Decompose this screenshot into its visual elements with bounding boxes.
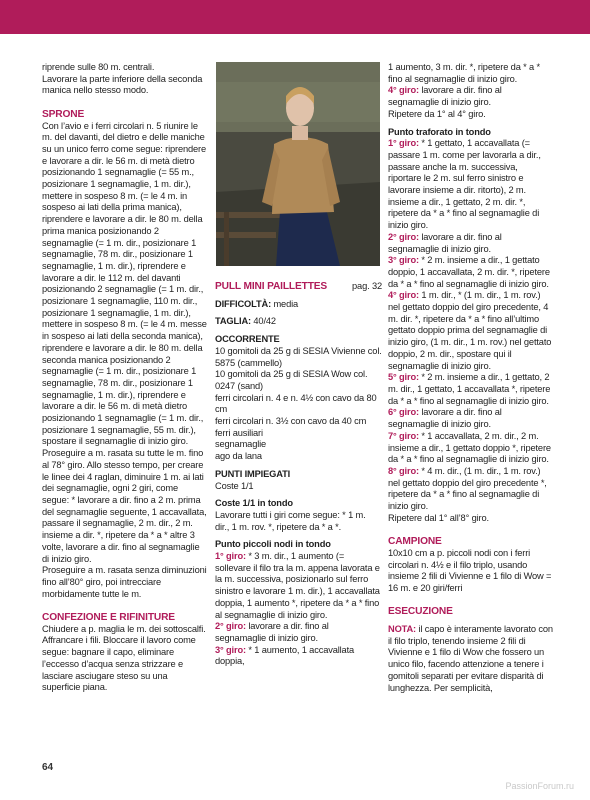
- column-3: [388, 62, 553, 694]
- model-photo: [216, 62, 380, 266]
- materials-heading: OCCORRENTE: [215, 334, 280, 345]
- knots-heading: Punto piccoli nodi in tondo: [215, 539, 331, 550]
- top-color-bar: [0, 0, 590, 34]
- round-2: 2° giro: lavorare a dir. fino al segnamaglie di inizio giro.: [388, 231, 502, 254]
- size: [215, 316, 382, 328]
- section-heading-campione: CAMPIONE: [388, 536, 442, 548]
- round-1: 1° giro: * 3 m. dir., 1 aumento (= sollevare il filo tra la m. appena lavorata e la m. successiva, posizionarlo sul ferro sinistro e lavorare 1 m. dir.), 1 accavallata doppia, 1 aumento *, ripetere da * a * fino al segnamaglie di inizio giro.: [215, 551, 380, 620]
- difficulty-label: DIFFICOLTÀ:: [215, 298, 272, 309]
- column-2: [215, 62, 382, 668]
- materials-list: 10 gomitoli da 25 g di SESIA Vivienne col. 5875 (cammello) 10 gomitoli da 25 g di SESIA Wow col. 0247 (sand) ferri circolari n. 4 e n. 4½ con cavo da 80 cm ferri circolari n. 3½ con cavo da 40 cm ferri ausiliari segnamaglie ago da lana: [215, 345, 382, 462]
- paragraph: Proseguire a m. rasata senza diminuzioni fino all’80° giro, poi intrecciare morbidamente tutte le m.: [42, 565, 207, 599]
- size-label: TAGLIA:: [215, 316, 251, 327]
- size-value: 40/42: [250, 316, 276, 327]
- section-heading-esecuzione: ESECUZIONE: [388, 606, 453, 618]
- section-heading-confezione: CONFEZIONE E RIFINITURE: [42, 612, 175, 624]
- paragraph: Chiudere a p. maglia le m. dei sottoscalfi. Affrancare i fili. Bloccare il lavoro come segue: bagnare il capo, eliminare l’eccesso d’acqua senza strizzare e lasciare asciugare steso su una superficie piana.: [42, 623, 206, 693]
- round-5: 5° giro: * 2 m. insieme a dir., 1 gettato, 2 m. dir., 1 gettato, 1 accavallata *, ripetere da * a * fino al segnamaglie di inizio giro.: [388, 372, 551, 406]
- paragraph: 1 aumento, 3 m. dir. *, ripetere da * a * fino al segnamaglie di inizio giro.: [388, 62, 540, 84]
- difficulty: [215, 299, 382, 311]
- round-4: 4° giro: lavorare a dir. fino al segnamaglie di inizio giro.: [388, 85, 502, 108]
- round-8: 8° giro: * 4 m. dir., (1 m. dir., 1 m. rov.) nel gettato doppio del giro precedente *, ripetere da * a * fino al segnamaglie di inizio giro.: [388, 465, 547, 512]
- watermark: PassionForum.ru: [505, 781, 574, 791]
- paragraph: Ripetere da 1° al 4° giro.: [388, 108, 486, 119]
- paragraph: Con l’avio e i ferri circolari n. 5 riunire le m. del davanti, del dietro e delle maniche su un unico ferro come segue: riprendere e lavorare a dir. le 56 m. di metà dietro posizionando 1 segnamaglie (= 55 m., posizionare 1 segnamaglie, 1 m. dir.), mettere in sospeso 8 m. (= le 4 m. in sospeso ai lati della prima manica), riprendere e lavorare a dir. le 80 m. della prima manica posizionando 2 segnamaglie (= 1 m. dir., posizionare 1 segnamaglie, 78 m. dir., posizionare 1 segnamaglie, 1 m. dir.), riprendere e lavorare a dir. le 112 m. del davanti posizionando 2 segnamaglie (= 1 m. dir., posizionare 1 segnamaglie, 110 m. dir., posizionare 1 segnamaglie, 1 m. dir.), mettere in sospeso 8 m. (= le 4 m. messe in sospeso ai lati della seconda manica), riprendere e lavorare a dir. le 80 m. della seconda manica posizionando 2 segnamaglie (= 1 m. dir., posizionare 1 segnamaglie, 78 m. dir., posizionare 1 segnamaglie, 1 m. dir.), riprendere e lavorare a dir. le 56 m. di metà dietro posizionando 1 segnamaglie (= 1 m. dir., posizionare 1 segnamaglie, 55 m. dir.), spostare il segnamaglie di inizio giro.: [42, 120, 207, 447]
- page-reference: pag. 32: [352, 281, 382, 291]
- rib-heading: Coste 1/1 in tondo: [215, 498, 293, 509]
- column-1: [42, 62, 207, 694]
- difficulty-value: media: [271, 298, 299, 309]
- round-4: 4° giro: 1 m. dir., * (1 m. dir., 1 m. rov.) nel gettato doppio del giro precedente, 4 m. dir. *, ripetere da * a * fino all’ultimo gettato doppio prima del segnamaglie di inizio giro, (1 m. dir., 1 m. rov.) nel gettato doppio, 2 m. dir., spostare qui il segnamaglie di inizio giro.: [388, 290, 552, 371]
- round-6: 6° giro: lavorare a dir. fino al segnamaglie di inizio giro.: [388, 407, 502, 430]
- stitches-text: Coste 1/1: [215, 480, 254, 491]
- round-3: 3° giro: * 2 m. insieme a dir., 1 gettato doppio, 1 accavallata, 2 m. dir. *, ripetere da * a * fino al segnamaglie di inizio giro.: [388, 255, 550, 289]
- openwork-heading: Punto traforato in tondo: [388, 126, 491, 137]
- gauge-text: 10x10 cm a p. piccoli nodi con i ferri circolari n. 4½ e il filo triplo, usando insieme 2 fili di Vivienne e 1 filo di Wow = 16 m. e 20 giri/ferri: [388, 547, 552, 593]
- paragraph: Ripetere dal 1° all’8° giro.: [388, 512, 489, 523]
- round-2: 2° giro: lavorare a dir. fino al segnamaglie di inizio giro.: [215, 621, 329, 643]
- rib-text: Lavorare tutti i giri come segue: * 1 m. dir., 1 m. rov. *, ripetere da * a *.: [215, 509, 366, 532]
- paragraph: Lavorare la parte inferiore della seconda manica nello stesso modo.: [42, 73, 203, 96]
- paragraph: riprende sulle 80 m. centrali.: [42, 62, 155, 72]
- note: NOTA: il capo è interamente lavorato con il filo triplo, tenendo insieme 2 fili di Vivienne e 1 filo di Wow che fossero un unico filo, facendo attenzione a tenere i gomitoli separati per evitare disparità di lunghezza. Per semplicità,: [388, 624, 553, 693]
- pattern-title-line: [215, 281, 382, 293]
- round-1: 1° giro: * 1 gettato, 1 accavallata (= passare 1 m. come per lavorarla a dir., passare anche la m. successiva, riportare le 2 m. sul ferro sinistro e lavorare insieme a dir. ritorto), 2 m. insieme a dir., 1 gettato, 2 m. dir. *, ripetere da * a * fino al segnamaglie di inizio giro.: [388, 138, 541, 231]
- round-7: 7° giro: * 1 accavallata, 2 m. dir., 2 m. insieme a dir., 1 gettato doppio *, ripetere da * a * fino al segnamaglie di inizio giro.: [388, 430, 551, 465]
- stitches-heading: PUNTI IMPIEGATI: [215, 468, 291, 479]
- paragraph: Proseguire a m. rasata su tutte le m. fino al 78° giro. Allo stesso tempo, per creare le linee dei 4 raglan, diminuire 1 m. ai lati dei segnamaglie, ogni 2 giri, come segue: * lavorare a dir. fino a 2 m. prima del segnamaglie seguente, 1 accavallata, passare il segnamaglie, 2 m. dir., 2 m. insieme a dir. *, ripetere da * a * altre 3 volte, lavorare a dir. fino al segnamaglie di inizio giro.: [42, 448, 207, 564]
- page-number: 64: [42, 762, 54, 773]
- section-heading-sprone: SPRONE: [42, 108, 85, 120]
- round-3: 3° giro: * 1 aumento, 1 accavallata doppia,: [215, 644, 355, 667]
- pattern-title: PULL MINI PAILLETTES: [215, 281, 328, 292]
